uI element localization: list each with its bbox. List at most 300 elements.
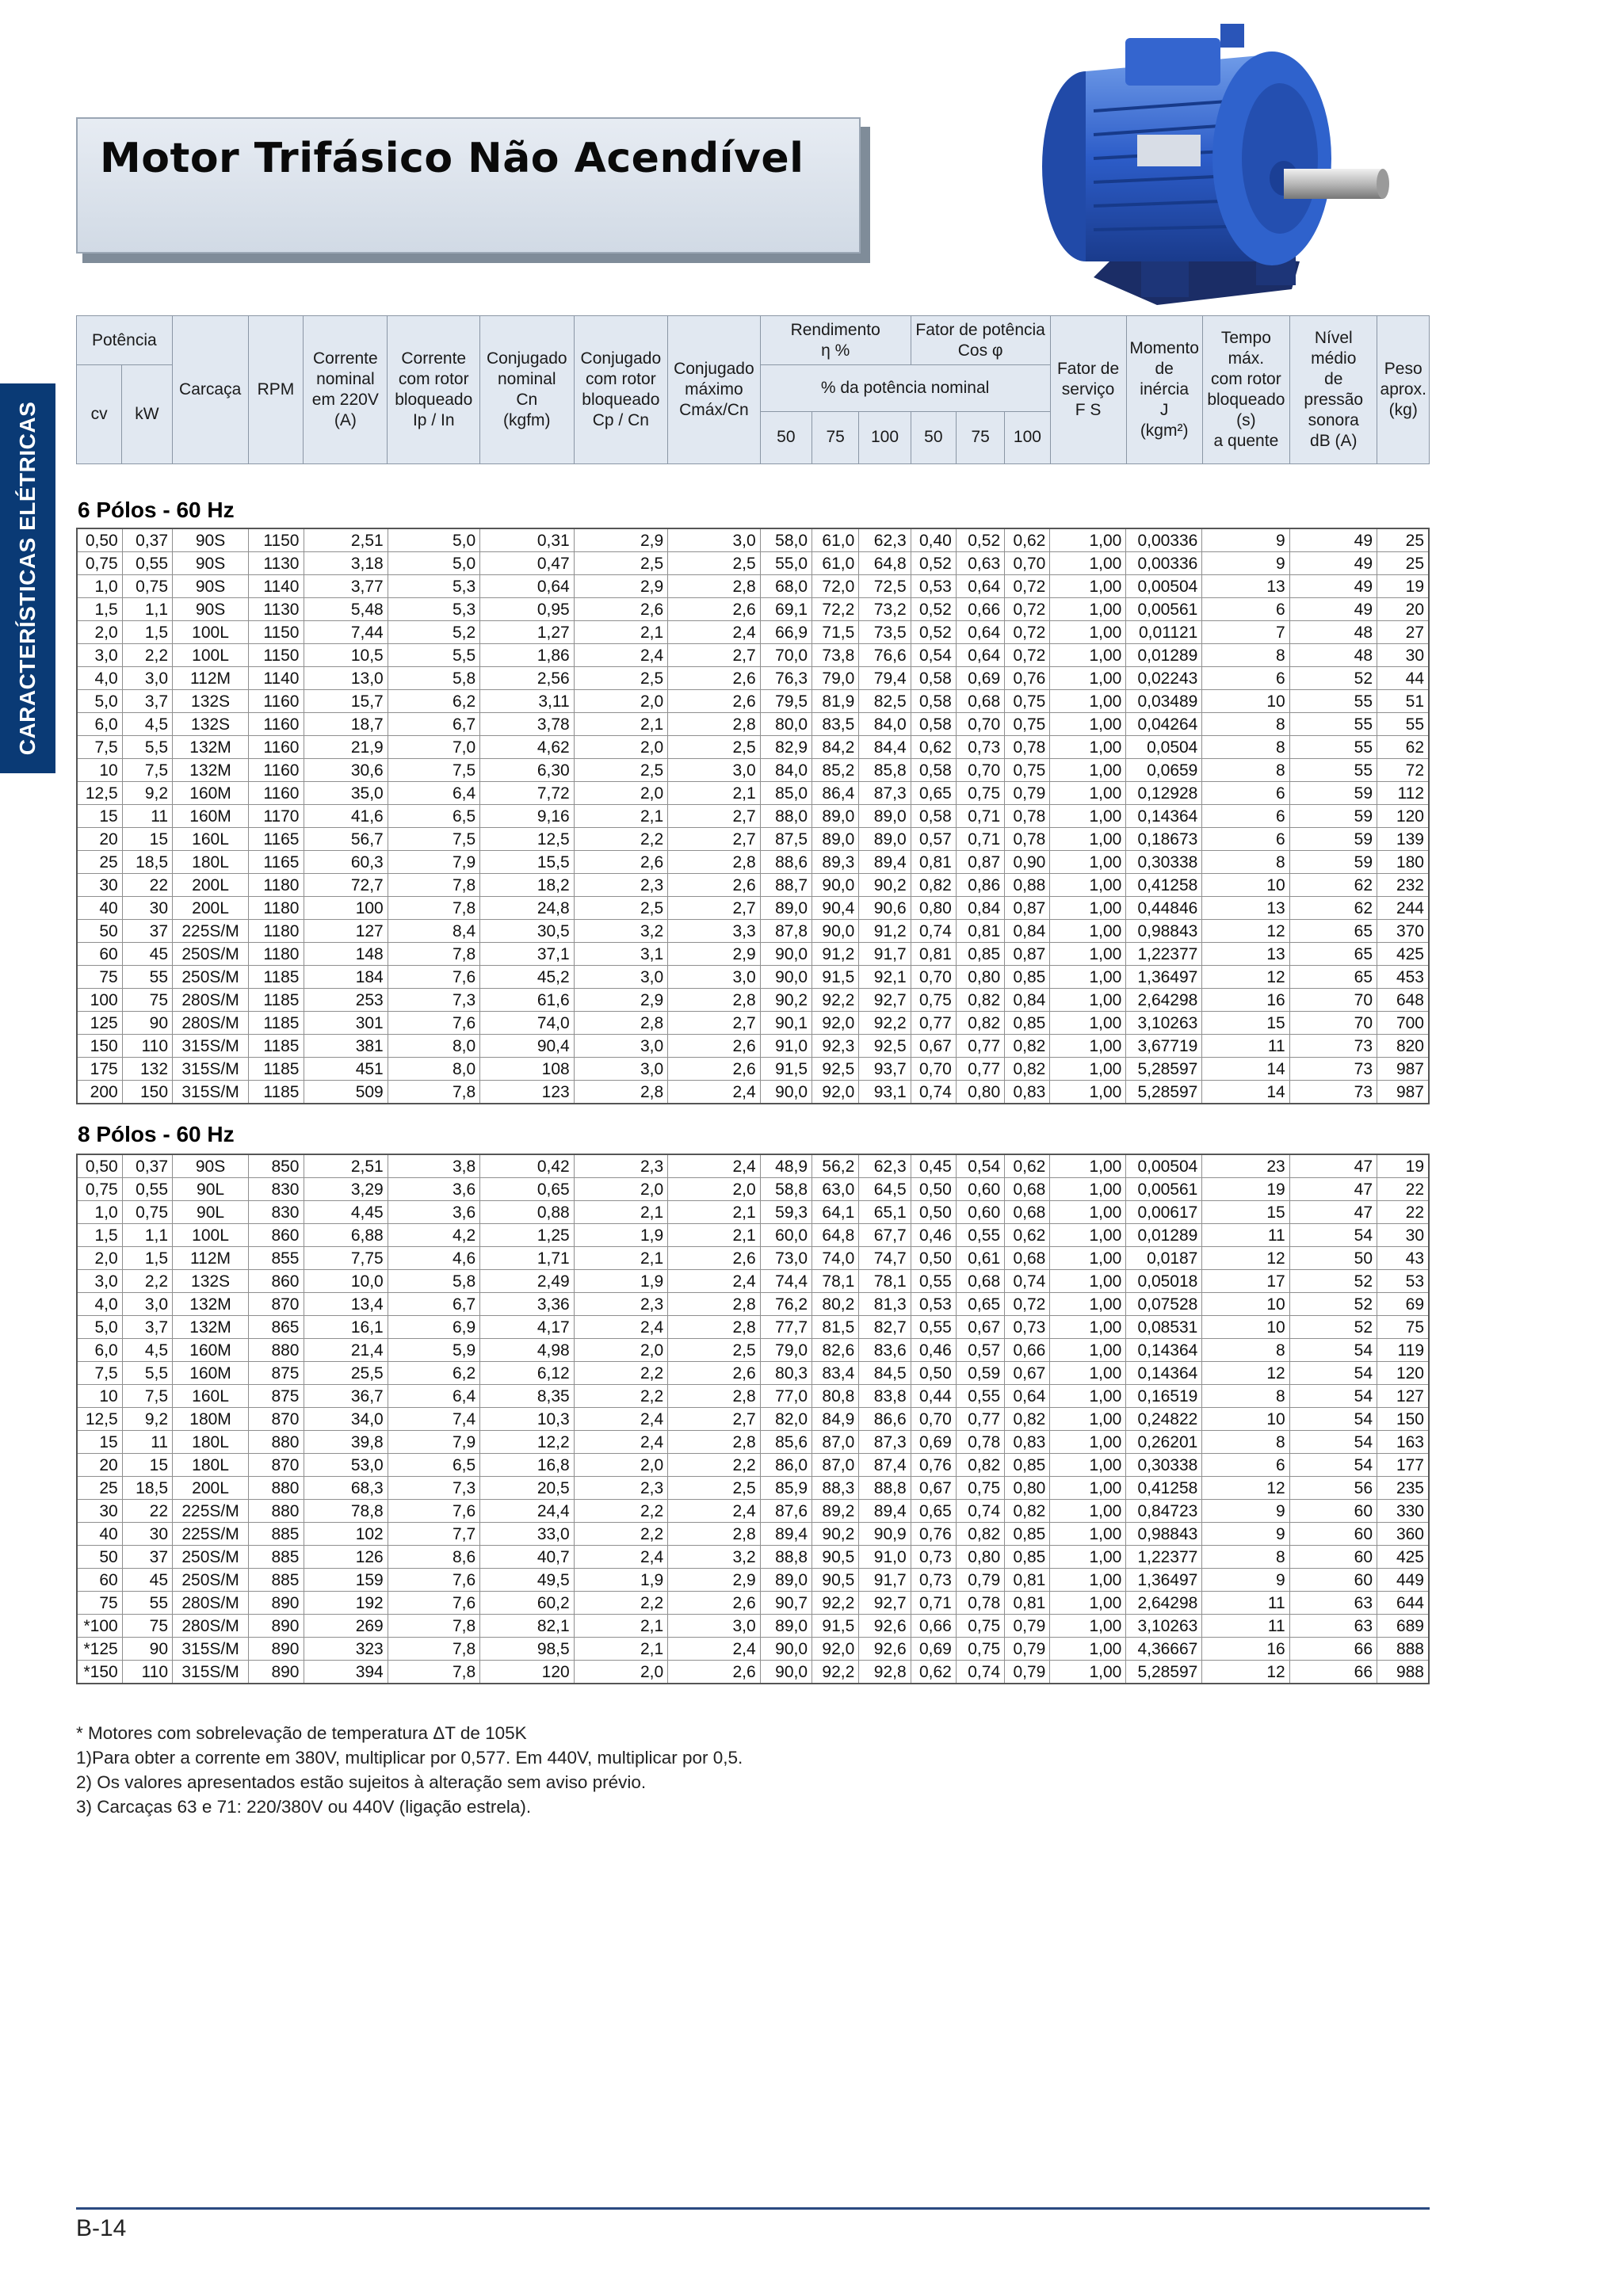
table-row [77, 1454, 1429, 1477]
table-cell: 25 [77, 1477, 122, 1500]
table-cell: 0,78 [1005, 736, 1050, 759]
table-cell: 0,80 [1005, 1477, 1050, 1500]
table-cell: 73,5 [859, 621, 911, 644]
table-cell: 0,70 [956, 759, 1004, 782]
table-cell: 90,4 [480, 1035, 575, 1058]
table-cell: 60 [77, 1569, 122, 1592]
table-cell: 0,84 [1005, 989, 1050, 1012]
table-cell: 1,00 [1050, 667, 1126, 690]
table-cell: 0,68 [956, 1270, 1004, 1293]
table-cell: 2,2 [668, 1454, 760, 1477]
table-cell: 0,63 [956, 552, 1004, 575]
table-cell: 0,75 [911, 989, 956, 1012]
table-cell: 7,0 [388, 736, 479, 759]
table-cell: 86,4 [812, 782, 859, 805]
table-cell: 880 [249, 1500, 304, 1523]
table-cell: 0,55 [122, 552, 172, 575]
table-cell: 1,5 [77, 1224, 122, 1247]
table-cell: 2,2 [574, 1385, 668, 1408]
table-cell: 3,67719 [1126, 1035, 1202, 1058]
table-cell: 13 [1202, 575, 1289, 598]
table-cell: 90S [173, 575, 249, 598]
table-cell: 15 [122, 828, 172, 851]
table-cell: 3,10263 [1126, 1615, 1202, 1638]
table-cell: 19 [1377, 1154, 1429, 1178]
table-cell: 0,53 [911, 575, 956, 598]
table-cell: 689 [1377, 1615, 1429, 1638]
table-cell: 81,5 [812, 1316, 859, 1339]
table-cell: 2,2 [122, 644, 172, 667]
table-cell: 62 [1289, 897, 1377, 920]
table-cell: 15 [1202, 1012, 1289, 1035]
table-cell: 0,03489 [1126, 690, 1202, 713]
table-cell: 0,58 [911, 759, 956, 782]
table-cell: 80,0 [760, 713, 812, 736]
table-cell: 2,56 [480, 667, 575, 690]
table-cell: 80,3 [760, 1362, 812, 1385]
table-cell: 55 [122, 966, 172, 989]
table-cell: 44 [1377, 667, 1429, 690]
table-cell: 2,5 [668, 1477, 760, 1500]
table-cell: 20 [77, 828, 122, 851]
table-cell: 12,5 [480, 828, 575, 851]
table-cell: 2,8 [668, 1316, 760, 1339]
table-cell: 0,59 [956, 1362, 1004, 1385]
table-cell: 70 [1289, 989, 1377, 1012]
table-cell: 3,0 [77, 644, 122, 667]
table-cell: 20,5 [480, 1477, 575, 1500]
table-cell: 10 [77, 1385, 122, 1408]
table-cell: 0,30338 [1126, 1454, 1202, 1477]
table-cell: 0,85 [1005, 1546, 1050, 1569]
table-cell: 90 [122, 1638, 172, 1661]
table-cell: 24,4 [480, 1500, 575, 1523]
table-cell: 69 [1377, 1293, 1429, 1316]
table-cell: 280S/M [173, 1012, 249, 1035]
table-cell: 92,1 [859, 966, 911, 989]
table-cell: 7,6 [388, 1012, 479, 1035]
table-cell: 1,00 [1050, 1362, 1126, 1385]
table-cell: 2,8 [668, 1523, 760, 1546]
table-cell: 0,50 [77, 1154, 122, 1178]
table-cell: 280S/M [173, 1592, 249, 1615]
table-cell: 70,0 [760, 644, 812, 667]
table-cell: 2,9 [574, 575, 668, 598]
table-cell: 0,54 [911, 644, 956, 667]
table-cell: 55 [122, 1592, 172, 1615]
table-cell: 0,74 [956, 1500, 1004, 1523]
table-cell: 301 [304, 1012, 388, 1035]
table-cell: 0,69 [911, 1638, 956, 1661]
table-cell: 8 [1202, 851, 1289, 874]
table-cell: 225S/M [173, 1500, 249, 1523]
table-cell: 132S [173, 1270, 249, 1293]
table-cell: 200L [173, 897, 249, 920]
table-cell: 184 [304, 966, 388, 989]
table-row [77, 1270, 1429, 1293]
table-cell: 1,00 [1050, 828, 1126, 851]
table-cell: 15,7 [304, 690, 388, 713]
table-cell: 2,0 [77, 1247, 122, 1270]
table-cell: 75 [77, 1592, 122, 1615]
table-cell: 0,66 [911, 1615, 956, 1638]
table-cell: 1,00 [1050, 1081, 1126, 1104]
table-cell: 6,0 [77, 1339, 122, 1362]
table-cell: 75 [122, 989, 172, 1012]
table-cell: 52 [1289, 1293, 1377, 1316]
table-cell: 0,75 [956, 1477, 1004, 1500]
table-cell: 0,70 [911, 966, 956, 989]
table-cell: 0,88 [480, 1201, 575, 1224]
table-cell: 5,0 [388, 528, 479, 552]
table-cell: 180L [173, 1454, 249, 1477]
table-cell: 1180 [249, 943, 304, 966]
table-cell: 3,1 [574, 943, 668, 966]
table-cell: 160M [173, 1362, 249, 1385]
table-cell: 0,74 [956, 1661, 1004, 1684]
table-row [77, 736, 1429, 759]
table-cell: 9 [1202, 1569, 1289, 1592]
table-cell: 59 [1289, 805, 1377, 828]
table-cell: 75 [1377, 1316, 1429, 1339]
table-cell: 0,14364 [1126, 805, 1202, 828]
table-cell: 55 [1289, 713, 1377, 736]
table-cell: 18,2 [480, 874, 575, 897]
table-cell: 85,8 [859, 759, 911, 782]
table-cell: 890 [249, 1615, 304, 1638]
table-cell: 860 [249, 1224, 304, 1247]
table-cell: 0,84723 [1126, 1500, 1202, 1523]
table-cell: 7,6 [388, 1500, 479, 1523]
footnotes [76, 1721, 743, 1819]
table-cell: 37 [122, 1546, 172, 1569]
table-cell: 2,4 [668, 1638, 760, 1661]
table-cell: 90S [173, 552, 249, 575]
table-cell: 64,1 [812, 1201, 859, 1224]
table-cell: 1,00 [1050, 897, 1126, 920]
table-cell: 323 [304, 1638, 388, 1661]
table-cell: 2,1 [668, 782, 760, 805]
table-cell: 24,8 [480, 897, 575, 920]
table-cell: 0,04264 [1126, 713, 1202, 736]
page-number: B-14 [76, 2215, 127, 2241]
table-cell: 79,5 [760, 690, 812, 713]
table-cell: 5,9 [388, 1339, 479, 1362]
table-cell: 7,8 [388, 1638, 479, 1661]
table-cell: 65 [1289, 920, 1377, 943]
table-cell: 81,9 [812, 690, 859, 713]
table-cell: 7,72 [480, 782, 575, 805]
table-cell: 65,1 [859, 1201, 911, 1224]
table-cell: 0,37 [122, 528, 172, 552]
table-cell: 5,3 [388, 598, 479, 621]
table-cell: 0,55 [911, 1316, 956, 1339]
table-cell: 870 [249, 1454, 304, 1477]
table-cell: 10 [1202, 1293, 1289, 1316]
title-panel [76, 117, 861, 254]
table-cell: 49 [1289, 575, 1377, 598]
table-cell: 250S/M [173, 943, 249, 966]
table-cell: 1,5 [122, 621, 172, 644]
header-momento: Momento de inércia J (kgm²) [1126, 316, 1202, 464]
table-cell: 67,7 [859, 1224, 911, 1247]
table-cell: 48 [1289, 621, 1377, 644]
table-cell: 20 [77, 1454, 122, 1477]
table-cell: 65 [1289, 966, 1377, 989]
table-cell: 92,7 [859, 989, 911, 1012]
table-cell: 7,6 [388, 1569, 479, 1592]
table-cell: 0,82 [1005, 1058, 1050, 1081]
table-cell: 11 [1202, 1035, 1289, 1058]
table-cell: 5,28597 [1126, 1661, 1202, 1684]
table-cell: 60 [1289, 1523, 1377, 1546]
table-cell: 880 [249, 1339, 304, 1362]
table-row [77, 1224, 1429, 1247]
table-cell: 90,0 [760, 1661, 812, 1684]
table-cell: 0,50 [911, 1201, 956, 1224]
table-cell: 0,95 [480, 598, 575, 621]
table-cell: 987 [1377, 1081, 1429, 1104]
table-cell: 15 [77, 1431, 122, 1454]
table-cell: 315S/M [173, 1035, 249, 1058]
table-cell: 54 [1289, 1224, 1377, 1247]
table-cell: 73,8 [812, 644, 859, 667]
table-cell: 890 [249, 1592, 304, 1615]
table-cell: 8,4 [388, 920, 479, 943]
table-cell: 0,68 [1005, 1178, 1050, 1201]
spec-header [76, 315, 1430, 464]
table-cell: 4,98 [480, 1339, 575, 1362]
table-cell: 0,72 [1005, 598, 1050, 621]
table-cell: 5,28597 [1126, 1058, 1202, 1081]
table-cell: 5,8 [388, 1270, 479, 1293]
table-cell: 11 [122, 805, 172, 828]
table-cell: 2,0 [77, 621, 122, 644]
table-cell: 890 [249, 1638, 304, 1661]
table-cell: 1,36497 [1126, 1569, 1202, 1592]
table-cell: 22 [1377, 1201, 1429, 1224]
table-cell: 53 [1377, 1270, 1429, 1293]
table-cell: 7,8 [388, 897, 479, 920]
table-cell: 2,6 [668, 598, 760, 621]
table-cell: 84,9 [812, 1408, 859, 1431]
table-cell: 0,52 [911, 598, 956, 621]
table-cell: 1130 [249, 598, 304, 621]
table-cell: 1160 [249, 782, 304, 805]
table-cell: 5,28597 [1126, 1081, 1202, 1104]
table-cell: 12,5 [77, 782, 122, 805]
header-pct-col: 100 [859, 411, 911, 463]
table-cell: 2,6 [668, 1247, 760, 1270]
table-cell: 7,8 [388, 943, 479, 966]
header-corrente-rotor: Corrente com rotor bloqueado Ip / In [388, 316, 480, 464]
table-cell: 0,69 [911, 1431, 956, 1454]
table-cell: 43 [1377, 1247, 1429, 1270]
table-cell: 59 [1289, 851, 1377, 874]
table-cell: 90,0 [760, 1638, 812, 1661]
table-cell: 15 [122, 1454, 172, 1477]
table-cell: 6,4 [388, 1385, 479, 1408]
table-cell: 0,58 [911, 667, 956, 690]
table-cell: 0,75 [956, 782, 1004, 805]
table-row [77, 1339, 1429, 1362]
table-cell: 1,00 [1050, 621, 1126, 644]
table-cell: 160L [173, 828, 249, 851]
table-cell: 1,00 [1050, 1154, 1126, 1178]
table-cell: 112M [173, 1247, 249, 1270]
table-cell: 0,50 [911, 1247, 956, 1270]
table-cell: 1,00 [1050, 943, 1126, 966]
table-cell: 6 [1202, 805, 1289, 828]
table-row [77, 759, 1429, 782]
table-cell: 89,0 [812, 805, 859, 828]
table-cell: 7,3 [388, 1477, 479, 1500]
table-cell: 648 [1377, 989, 1429, 1012]
table-cell: 0,72 [1005, 644, 1050, 667]
table-cell: 5,5 [388, 644, 479, 667]
table-cell: 72,7 [304, 874, 388, 897]
table-cell: 1,00 [1050, 782, 1126, 805]
table-cell: 55 [1289, 736, 1377, 759]
table-cell: 92,2 [812, 989, 859, 1012]
table-cell: 1,00 [1050, 1339, 1126, 1362]
table-cell: 62,3 [859, 528, 911, 552]
table-cell: 0,88 [1005, 874, 1050, 897]
table-cell: 55,0 [760, 552, 812, 575]
table-cell: 6,88 [304, 1224, 388, 1247]
table-cell: 40 [77, 1523, 122, 1546]
table-row [77, 805, 1429, 828]
table-cell: 180M [173, 1408, 249, 1431]
table-cell: 58,0 [760, 528, 812, 552]
table-cell: 89,4 [859, 1500, 911, 1523]
table-cell: 7,5 [77, 736, 122, 759]
table-cell: 160M [173, 782, 249, 805]
table-cell: 5,3 [388, 575, 479, 598]
table-cell: 88,8 [859, 1477, 911, 1500]
table-cell: 56 [1289, 1477, 1377, 1500]
table-cell: 54 [1289, 1385, 1377, 1408]
table-cell: 27 [1377, 621, 1429, 644]
table-cell: 0,75 [122, 575, 172, 598]
table-cell: 0,55 [911, 1270, 956, 1293]
header-potencia: Potência [77, 316, 173, 365]
data-table-8-polos [76, 1154, 1430, 1684]
header-pct-col: 100 [1005, 411, 1050, 463]
table-cell: 110 [122, 1661, 172, 1684]
table-cell: 30 [77, 874, 122, 897]
table-cell: 89,0 [760, 1615, 812, 1638]
table-cell: 2,3 [574, 874, 668, 897]
table-cell: 2,3 [574, 1293, 668, 1316]
table-cell: 1,00 [1050, 644, 1126, 667]
table-cell: 3,0 [574, 1058, 668, 1081]
table-cell: 5,5 [122, 1362, 172, 1385]
table-cell: 10,5 [304, 644, 388, 667]
table-cell: 6,0 [77, 713, 122, 736]
table-row [77, 920, 1429, 943]
table-cell: 54 [1289, 1362, 1377, 1385]
table-cell: 885 [249, 1546, 304, 1569]
section-title-8-polos: 8 Pólos - 60 Hz [78, 1122, 235, 1146]
table-row [77, 1081, 1429, 1104]
table-cell: 0,65 [911, 782, 956, 805]
table-cell: 89,0 [760, 1569, 812, 1592]
table-cell: 2,4 [668, 1500, 760, 1523]
table-cell: 2,6 [574, 598, 668, 621]
table-cell: 160M [173, 1339, 249, 1362]
table-cell: 82,6 [812, 1339, 859, 1362]
table-cell: 91,7 [859, 1569, 911, 1592]
table-cell: 2,0 [574, 736, 668, 759]
table-cell: 12,5 [77, 1408, 122, 1431]
table-cell: 0,67 [956, 1316, 1004, 1339]
table-cell: 7,8 [388, 1661, 479, 1684]
table-cell: 0,55 [956, 1224, 1004, 1247]
table-cell: 2,8 [574, 1012, 668, 1035]
table-cell: 0,44846 [1126, 897, 1202, 920]
table-cell: 0,78 [1005, 828, 1050, 851]
header-tempo: Tempo máx. com rotor bloqueado (s) a quente [1202, 316, 1289, 464]
table-cell: 1165 [249, 851, 304, 874]
table-cell: 2,6 [668, 1362, 760, 1385]
table-cell: 88,0 [760, 805, 812, 828]
table-cell: 55 [1289, 759, 1377, 782]
table-cell: 6,5 [388, 805, 479, 828]
table-cell: 92,0 [812, 1081, 859, 1104]
table-cell: 87,3 [859, 782, 911, 805]
table-cell: 2,0 [668, 1178, 760, 1201]
table-cell: 1,71 [480, 1247, 575, 1270]
table-cell: 30 [1377, 1224, 1429, 1247]
table-cell: 0,58 [911, 713, 956, 736]
table-cell: 2,49 [480, 1270, 575, 1293]
table-cell: 55 [1377, 713, 1429, 736]
table-cell: 77,0 [760, 1385, 812, 1408]
table-cell: 92,6 [859, 1638, 911, 1661]
table-cell: 3,11 [480, 690, 575, 713]
table-cell: 0,64 [956, 575, 1004, 598]
table-cell: 18,7 [304, 713, 388, 736]
table-cell: 79,0 [812, 667, 859, 690]
table-cell: 49 [1289, 528, 1377, 552]
table-cell: 2,9 [574, 528, 668, 552]
table-cell: 90S [173, 1154, 249, 1178]
table-cell: 2,64298 [1126, 989, 1202, 1012]
table-cell: 0,77 [956, 1035, 1004, 1058]
table-cell: 2,5 [668, 552, 760, 575]
header-nivel: Nível médio de pressão sonora dB (A) [1290, 316, 1377, 464]
table-cell: 48,9 [760, 1154, 812, 1178]
table-cell: 2,7 [668, 1012, 760, 1035]
table-cell: 84,4 [859, 736, 911, 759]
table-cell: 76,3 [760, 667, 812, 690]
table-cell: 90,5 [812, 1569, 859, 1592]
table-cell: 381 [304, 1035, 388, 1058]
table-cell: 855 [249, 1247, 304, 1270]
table-cell: 40 [77, 897, 122, 920]
table-cell: 25 [1377, 528, 1429, 552]
table-cell: 0,90 [1005, 851, 1050, 874]
table-cell: 0,87 [1005, 943, 1050, 966]
header-rpm: RPM [248, 316, 304, 464]
table-cell: 425 [1377, 943, 1429, 966]
table-cell: 6,4 [388, 782, 479, 805]
table-cell: 2,6 [668, 690, 760, 713]
table-row [77, 1592, 1429, 1615]
table-cell: 2,6 [668, 1592, 760, 1615]
table-cell: 9,16 [480, 805, 575, 828]
